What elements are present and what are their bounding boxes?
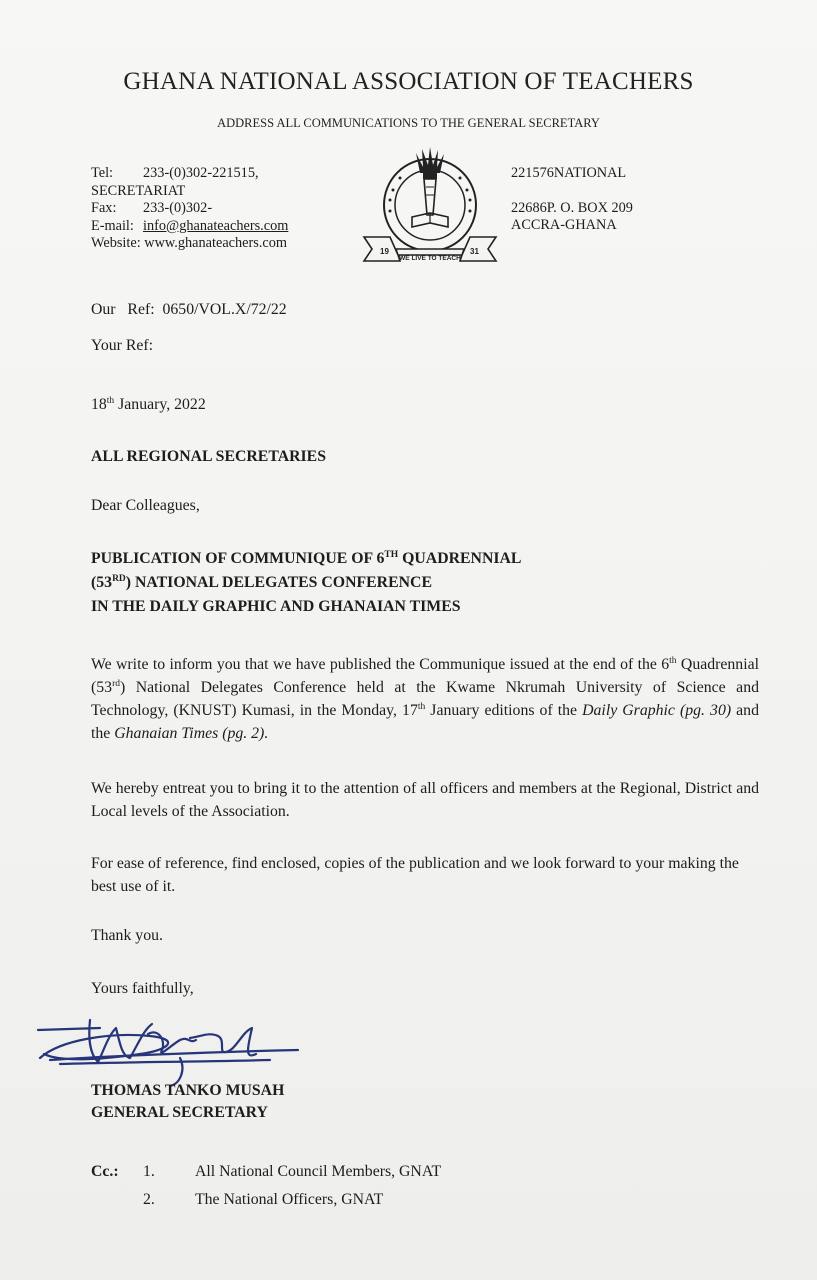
organization-name: GHANA NATIONAL ASSOCIATION OF TEACHERS (123, 68, 694, 95)
body-paragraph-1: We write to inform you that we have published the Communique issued at the end of the 6th Quadrennial (53rd) National Delegates Conference held at the Kwame Nkrumah University of Science and Technology, (KNUST) Kumasi, in the Monday, 17th January editions of the Daily Graphic (pg. 30) and the Ghanaian Times (pg. 2). (91, 656, 759, 742)
postal-address: 221576NATIONAL 22686P. O. BOX 209 ACCRA-GHANA (511, 165, 633, 233)
handwritten-signature-icon (30, 1010, 310, 1090)
our-reference: Our Ref: 0650/VOL.X/72/22 (91, 301, 287, 318)
body-paragraph-2: We hereby entreat you to bring it to the attention of all officers and members at the Regional, District and Local levels of the Association. (91, 780, 759, 820)
salutation: Dear Colleagues, (91, 497, 200, 514)
cc-item-2: 2. The National Officers, GNAT (143, 1191, 384, 1208)
signatory-block (91, 1080, 284, 1124)
subject-heading: PUBLICATION OF COMMUNIQUE OF 6TH QUADRENNIAL (53RD) NATIONAL DELEGATES CONFERENCE IN THE DAILY GRAPHIC AND GHANAIAN TIMES (91, 550, 522, 615)
signatory-title: GENERAL SECRETARY (91, 1104, 268, 1121)
contact-block (91, 165, 288, 253)
cc-item-1: Cc.: 1. All National Council Members, GNAT (91, 1163, 442, 1180)
body-paragraph-3: For ease of reference, find enclosed, copies of the publication and we look forward to your making the best use of it. (91, 855, 739, 895)
closing-line: Yours faithfully, (91, 980, 194, 997)
your-reference: Your Ref: (91, 337, 154, 354)
thanks-line: Thank you. (91, 927, 163, 944)
website-line: Website: www.ghanateachers.com (91, 235, 288, 251)
gnat-crest-logo-icon (360, 145, 500, 270)
logo-motto: WE LIVE TO TEACH (399, 255, 461, 262)
fax-row: Fax: 233-(0)302- (91, 200, 213, 216)
secretariat-line: SECRETARIAT (91, 182, 186, 199)
signatory-name: THOMAS TANKO MUSAH (91, 1082, 285, 1099)
email-row: E-mail: info@ghanateachers.com (91, 217, 289, 234)
email-link[interactable]: info@ghanateachers.com (143, 217, 289, 234)
address-instruction: ADDRESS ALL COMMUNICATIONS TO THE GENERAL SECRETARY (217, 116, 600, 130)
tel-row: Tel: 233-(0)302-221515, (91, 165, 259, 181)
logo-year-right: 31 (470, 247, 479, 256)
logo-year-left: 19 (380, 247, 389, 256)
recipient-line: ALL REGIONAL SECRETARIES (91, 448, 326, 465)
letter-date: 18th January, 2022 (91, 396, 206, 413)
cc-list (91, 1158, 441, 1214)
